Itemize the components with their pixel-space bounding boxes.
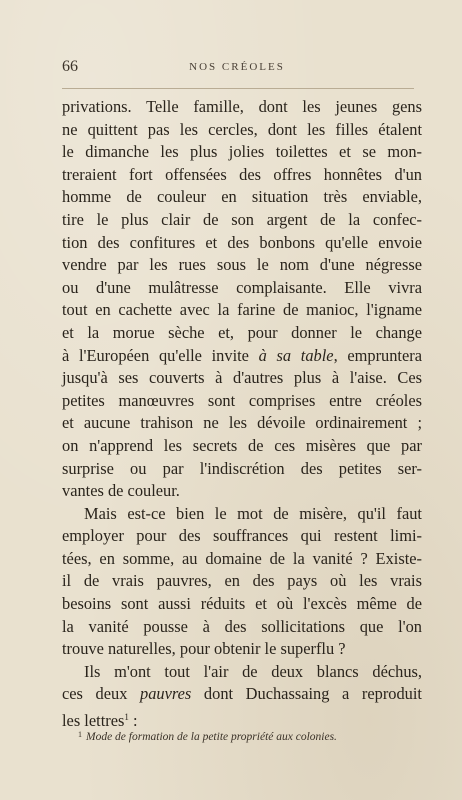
text-segment: à l'Européen qu'elle invite xyxy=(62,345,249,365)
footnote-text: Mode de formation de la petite propriété aux colonies. xyxy=(86,731,337,743)
text-line: surprise ou par l'indiscrétion des petites ser- xyxy=(62,458,422,478)
footnote-marker: 1 xyxy=(78,730,82,739)
text-line-with-note xyxy=(62,706,422,729)
text-line: ou d'une mulâtresse complaisante. Elle vivra xyxy=(62,277,422,297)
italic-word: pauvres xyxy=(140,684,192,704)
text-line: tire le plus clair de son argent de la confec- xyxy=(62,209,422,229)
text-line: tées, en somme, au domaine de la vanité ? Existe- xyxy=(62,548,422,568)
text-line: il de vrais pauvres, en des pays où les vrais xyxy=(62,571,422,591)
body-text xyxy=(62,96,422,729)
italic-phrase: à sa table xyxy=(258,345,334,365)
text-line: la vanité pousse à des sollicitations que l'on xyxy=(62,616,422,636)
text-line: employer pour des souffrances qui restent limi- xyxy=(62,526,422,546)
text-line: vantes de couleur. xyxy=(62,481,180,501)
footnote xyxy=(78,730,337,743)
text-line: et la morue sèche et, pour donner le change xyxy=(62,322,422,342)
running-title: NOS CRÉOLES xyxy=(189,61,285,73)
page-number: 66 xyxy=(62,58,78,75)
text-line: petites manœuvres sont comprises entre créoles xyxy=(62,390,422,410)
text-line: on n'apprend les secrets de ces misères que par xyxy=(62,435,422,455)
footnote-reference[interactable]: 1 xyxy=(124,712,129,723)
text-segment: dont Duchassaing a reproduit xyxy=(203,684,422,704)
text-line-with-italic xyxy=(62,345,422,368)
text-line: Mais est-ce bien le mot de misère, qu'il faut xyxy=(84,503,422,523)
text-line: jusqu'à ses couverts à d'autres plus à l'aise. Ces xyxy=(62,368,422,388)
text-segment: ces deux xyxy=(62,684,128,704)
text-line: tion des confitures et des bonbons qu'elle envoie xyxy=(62,232,422,252)
text-line: treraient fort offensées des offres honnêtes d'un xyxy=(62,164,422,184)
text-line: Ils m'ont tout l'air de deux blancs déchus, xyxy=(84,661,422,681)
text-line: le dimanche les plus jolies toilettes et se mon- xyxy=(62,142,422,162)
text-segment: les lettres xyxy=(62,711,125,731)
header-rule xyxy=(62,88,414,89)
text-line: tout en cachette avec la farine de manioc, l'igname xyxy=(62,300,422,320)
text-line: ne quittent pas les cercles, dont les filles étalent xyxy=(62,119,422,139)
text-line: vendre par les rues sous le nom d'une négresse xyxy=(62,255,422,275)
text-segment: : xyxy=(128,711,138,731)
text-line-with-italic xyxy=(62,683,422,706)
text-line: et aucune trahison ne les dévoile ordinairement ; xyxy=(62,413,422,433)
text-line: privations. Telle famille, dont les jeunes gens xyxy=(62,97,422,116)
text-segment: , empruntera xyxy=(333,345,422,365)
text-line: besoins sont aussi réduits et où l'excès même de xyxy=(62,594,422,614)
text-line: trouve naturelles, pour obtenir le superflu ? xyxy=(62,639,346,659)
text-line: homme de couleur en situation très enviable, xyxy=(62,187,422,207)
page-header xyxy=(62,58,412,80)
